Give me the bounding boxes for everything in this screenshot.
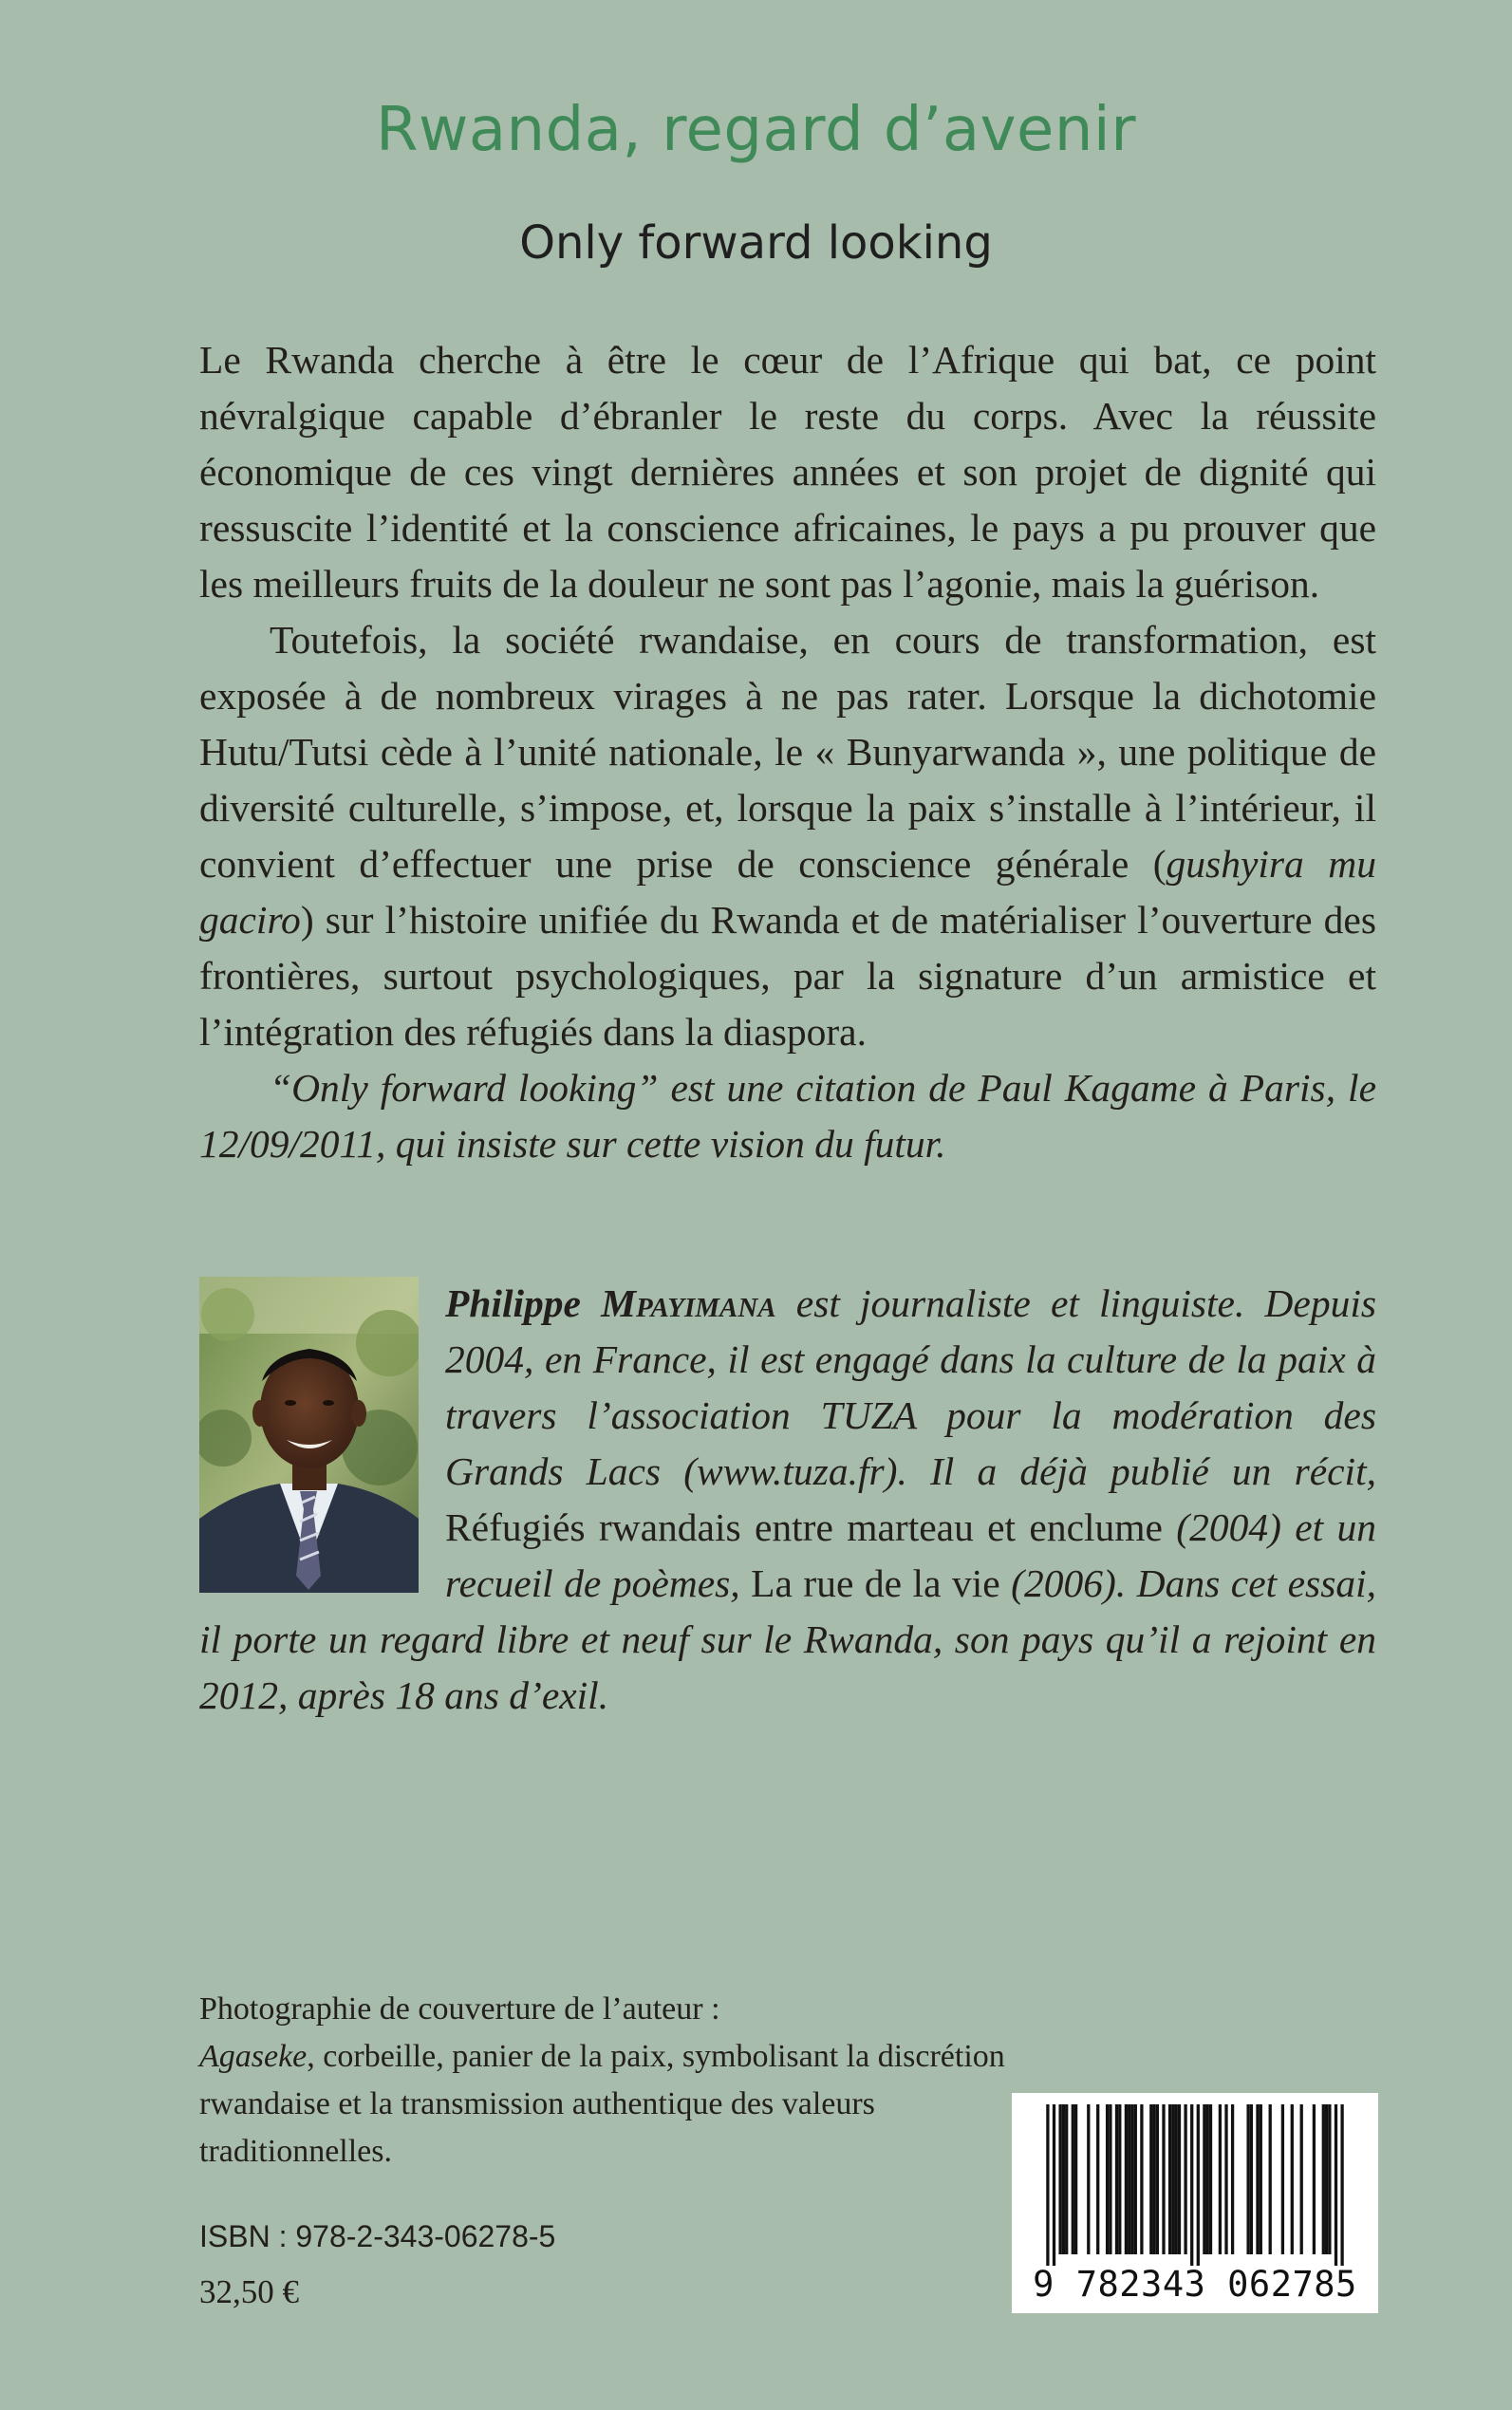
photo-credits-rest: , corbeille, panier de la paix, symbolisant la discrétion rwandaise et la transmission authentique des valeurs traditionnelles. xyxy=(199,2039,1005,2169)
barcode-bar xyxy=(1256,2104,1259,2254)
barcode-bar xyxy=(1246,2104,1249,2254)
author-book-title-1: Réfugiés rwandais entre marteau et enclume xyxy=(445,1505,1163,1549)
barcode-bar xyxy=(1140,2104,1143,2254)
photo-credits-line-1: Photographie de couverture de l’auteur : xyxy=(199,1991,720,2027)
barcode-bar xyxy=(1335,2104,1337,2266)
barcode-bar xyxy=(1046,2104,1049,2266)
author-bio-part-1: est journaliste et linguiste. Depuis 2004, en France, il est engagé dans la culture de la paix à travers l’association TUZA pour la modération des Grands Lacs (www.tuza.fr). Il a déjà publié un récit, xyxy=(445,1281,1376,1493)
barcode-bar xyxy=(1096,2104,1099,2254)
author-portrait-image xyxy=(199,1277,419,1593)
book-title: Rwanda, regard d’avenir xyxy=(376,95,1136,165)
barcode-bar xyxy=(1118,2104,1121,2254)
summary-paragraph-2-part-a: Toutefois, la société rwandaise, en cours de transformation, est exposée à de nombreux virages à ne pas rater. Lorsque la dichotomie Hutu/Tutsi cède à l’unité nationale, le « Bunyarwanda », une politique de diversité culturelle, s’impose, et, lorsque la paix s’installe à l’intérieur, il convient d’effectuer une prise de conscience générale ( xyxy=(199,618,1376,886)
photo-credits xyxy=(199,1986,1016,2176)
barcode-bar xyxy=(1128,2104,1130,2254)
barcode-bar xyxy=(1065,2104,1068,2254)
barcode-bars xyxy=(1012,2093,1378,2269)
barcode-bar xyxy=(1149,2104,1152,2254)
barcode-bar xyxy=(1231,2104,1234,2254)
summary-quote-text: “Only forward looking” est une citation de Paul Kagame à Paris, le 12/09/2011, qui insiste sur cette vision du futur. xyxy=(199,1066,1376,1166)
author-bio-part-3: (2006). Dans cet essai, il porte un regard libre et neuf sur le Rwanda, son pays qu’il a rejoint en 2012, après 18 ans d’exil. xyxy=(199,1561,1377,1717)
barcode-bar xyxy=(1184,2104,1186,2254)
barcode-bar xyxy=(1325,2104,1328,2254)
summary-paragraph-1: Le Rwanda cherche à être le cœur de l’Afrique qui bat, ce point névralgique capable d’ébranler le reste du corps. Avec la réussite économique de ces vingt dernières années et son projet de dignité qui ressuscite l’identité et la conscience africaines, le pays a pu prouver que les meilleurs fruits de la douleur ne sont pas l’agonie, mais la guérison. xyxy=(199,338,1376,606)
barcode-bar xyxy=(1197,2104,1200,2266)
barcode-bar xyxy=(1281,2104,1284,2254)
barcode-bar xyxy=(1162,2104,1165,2254)
author-bio-part-2: (2004) et un recueil de poèmes, xyxy=(445,1505,1376,1605)
barcode-bar xyxy=(1130,2104,1133,2254)
barcode-bar xyxy=(1072,2104,1074,2254)
barcode-bar xyxy=(1250,2104,1253,2254)
barcode-bar xyxy=(1175,2104,1178,2254)
barcode-bar xyxy=(1058,2104,1061,2254)
author-section xyxy=(199,1277,1376,1724)
barcode-bar xyxy=(1340,2104,1343,2266)
barcode-bar xyxy=(1219,2104,1222,2254)
barcode-bar xyxy=(1178,2104,1181,2254)
author-book-title-2: La rue de la vie xyxy=(751,1561,1000,1605)
barcode-bar xyxy=(1074,2104,1077,2254)
photo-credits-description xyxy=(199,2033,1016,2176)
barcode-bar xyxy=(1152,2104,1155,2254)
summary-kinyarwanda-term: gushyira mu gaciro xyxy=(199,842,1376,942)
barcode-bar xyxy=(1115,2104,1118,2254)
author-last-name-initial: M xyxy=(601,1281,636,1325)
price: 32,50 € xyxy=(199,2273,299,2310)
barcode-bar xyxy=(1156,2104,1159,2254)
barcode-bar xyxy=(1209,2104,1212,2254)
barcode-bar xyxy=(1125,2104,1128,2254)
barcode-bar xyxy=(1053,2104,1055,2266)
barcode-bar xyxy=(1206,2104,1209,2254)
photo-credits-term: Agaseke xyxy=(199,2039,308,2074)
barcode-digits: 9 782343 062785 xyxy=(1033,2264,1357,2305)
barcode-bar xyxy=(1062,2104,1065,2254)
author-last-name xyxy=(601,1281,776,1325)
barcode-bar xyxy=(1203,2104,1205,2254)
barcode-bar xyxy=(1260,2104,1262,2254)
barcode-bar xyxy=(1300,2104,1303,2254)
summary-paragraph-2 xyxy=(199,612,1376,1060)
isbn-number: ISBN : 978-2-343-06278-5 xyxy=(199,2219,556,2253)
barcode-bar xyxy=(1168,2104,1171,2254)
author-last-name-rest: payimana xyxy=(635,1281,776,1325)
barcode-bar xyxy=(1224,2104,1227,2254)
barcode-bar xyxy=(1328,2104,1331,2254)
barcode-bar xyxy=(1190,2104,1193,2266)
barcode-bar xyxy=(1313,2104,1316,2254)
barcode-bar xyxy=(1171,2104,1174,2254)
back-cover-summary xyxy=(199,332,1376,1172)
barcode-bar xyxy=(1269,2104,1272,2254)
barcode-bar xyxy=(1106,2104,1109,2254)
author-photo xyxy=(199,1277,419,1593)
barcode-bar xyxy=(1087,2104,1090,2254)
summary-quote-paragraph xyxy=(199,1060,1376,1172)
summary-paragraph-2-part-b: ) sur l’histoire unifiée du Rwanda et de matérialiser l’ouverture des frontières, surtout psychologiques, par la signature d’un armistice et l’intégration des réfugiés dans la diaspora. xyxy=(199,898,1376,1054)
author-first-name: Philippe xyxy=(445,1281,581,1325)
barcode-bar xyxy=(1134,2104,1137,2254)
book-subtitle: Only forward looking xyxy=(519,216,993,270)
barcode-bar xyxy=(1322,2104,1325,2254)
barcode xyxy=(1012,2093,1378,2313)
barcode-bar xyxy=(1291,2104,1294,2254)
barcode-bar xyxy=(1109,2104,1111,2254)
